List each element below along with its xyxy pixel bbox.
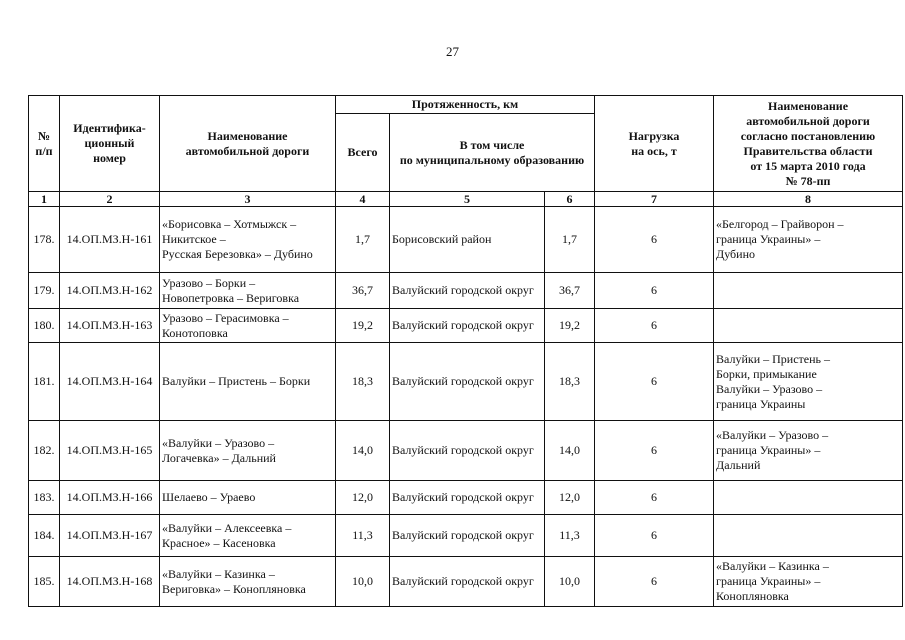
municipality: Валуйский городской округ (390, 273, 545, 309)
decree-road-name: «Валуйки – Казинка – граница Украины» – Конопляновка (714, 557, 903, 607)
road-id: 14.ОП.МЗ.Н-163 (60, 309, 160, 343)
column-index: 4 (336, 192, 390, 207)
column-index: 2 (60, 192, 160, 207)
municipality-length: 36,7 (545, 273, 595, 309)
municipality-length: 10,0 (545, 557, 595, 607)
road-id: 14.ОП.МЗ.Н-166 (60, 481, 160, 515)
decree-road-name: Валуйки – Пристень – Борки, примыкание Валуйки – Уразово – граница Украины (714, 343, 903, 421)
table-row (29, 515, 903, 557)
road-name: Валуйки – Пристень – Борки (160, 343, 336, 421)
axle-load: 6 (595, 481, 714, 515)
header-id: Идентифика- ционный номер (60, 96, 160, 192)
header-including: В том числе по муниципальному образованию (390, 114, 595, 192)
road-name: Шелаево – Ураево (160, 481, 336, 515)
axle-load: 6 (595, 309, 714, 343)
length-total: 36,7 (336, 273, 390, 309)
table-row (29, 481, 903, 515)
municipality: Валуйский городской округ (390, 557, 545, 607)
decree-road-name (714, 273, 903, 309)
municipality-length: 12,0 (545, 481, 595, 515)
table-row (29, 207, 903, 273)
road-id: 14.ОП.МЗ.Н-165 (60, 421, 160, 481)
length-total: 1,7 (336, 207, 390, 273)
column-index-row (29, 192, 903, 207)
column-index: 5 (390, 192, 545, 207)
table-header (29, 96, 903, 207)
row-number: 182. (29, 421, 60, 481)
municipality: Валуйский городской округ (390, 421, 545, 481)
municipality-length: 11,3 (545, 515, 595, 557)
table-row (29, 309, 903, 343)
table-body (29, 207, 903, 607)
row-number: 185. (29, 557, 60, 607)
header-length: Протяженность, км (336, 96, 595, 114)
road-id: 14.ОП.МЗ.Н-162 (60, 273, 160, 309)
column-index: 1 (29, 192, 60, 207)
municipality: Валуйский городской округ (390, 309, 545, 343)
road-id: 14.ОП.МЗ.Н-168 (60, 557, 160, 607)
header-decree-name: Наименование автомобильной дороги согласно постановлению Правительства области от 15 марта 2010 года № 78-пп (714, 96, 903, 192)
table-row (29, 421, 903, 481)
length-total: 14,0 (336, 421, 390, 481)
road-id: 14.ОП.МЗ.Н-164 (60, 343, 160, 421)
decree-road-name (714, 481, 903, 515)
row-number: 181. (29, 343, 60, 421)
road-name: «Борисовка – Хотмыжск – Никитское – Русская Березовка» – Дубино (160, 207, 336, 273)
length-total: 19,2 (336, 309, 390, 343)
axle-load: 6 (595, 207, 714, 273)
road-name: «Валуйки – Уразово – Логачевка» – Дальний (160, 421, 336, 481)
axle-load: 6 (595, 273, 714, 309)
municipality: Валуйский городской округ (390, 481, 545, 515)
axle-load: 6 (595, 343, 714, 421)
header-total: Всего (336, 114, 390, 192)
municipality: Валуйский городской округ (390, 343, 545, 421)
header-road-name: Наименование автомобильной дороги (160, 96, 336, 192)
length-total: 18,3 (336, 343, 390, 421)
header-number: № п/п (29, 96, 60, 192)
roads-table (28, 95, 903, 607)
municipality-length: 1,7 (545, 207, 595, 273)
municipality: Борисовский район (390, 207, 545, 273)
page-number: 27 (446, 44, 459, 59)
municipality-length: 14,0 (545, 421, 595, 481)
column-index: 7 (595, 192, 714, 207)
road-name: Уразово – Герасимовка – Конотоповка (160, 309, 336, 343)
row-number: 178. (29, 207, 60, 273)
road-name: «Валуйки – Казинка – Вериговка» – Конопляновка (160, 557, 336, 607)
axle-load: 6 (595, 421, 714, 481)
length-total: 10,0 (336, 557, 390, 607)
row-number: 180. (29, 309, 60, 343)
municipality-length: 18,3 (545, 343, 595, 421)
decree-road-name (714, 515, 903, 557)
municipality-length: 19,2 (545, 309, 595, 343)
table-row (29, 557, 903, 607)
row-number: 183. (29, 481, 60, 515)
column-index: 8 (714, 192, 903, 207)
road-name: Уразово – Борки – Новопетровка – Вериговка (160, 273, 336, 309)
column-index: 3 (160, 192, 336, 207)
table-row (29, 343, 903, 421)
road-id: 14.ОП.МЗ.Н-161 (60, 207, 160, 273)
road-name: «Валуйки – Алексеевка – Красное» – Касеновка (160, 515, 336, 557)
municipality: Валуйский городской округ (390, 515, 545, 557)
table-row (29, 273, 903, 309)
header-axle-load: Нагрузка на ось, т (595, 96, 714, 192)
row-number: 179. (29, 273, 60, 309)
decree-road-name: «Валуйки – Уразово – граница Украины» – Дальний (714, 421, 903, 481)
decree-road-name (714, 309, 903, 343)
axle-load: 6 (595, 557, 714, 607)
axle-load: 6 (595, 515, 714, 557)
decree-road-name: «Белгород – Грайворон – граница Украины» – Дубино (714, 207, 903, 273)
column-index: 6 (545, 192, 595, 207)
road-id: 14.ОП.МЗ.Н-167 (60, 515, 160, 557)
length-total: 11,3 (336, 515, 390, 557)
row-number: 184. (29, 515, 60, 557)
length-total: 12,0 (336, 481, 390, 515)
